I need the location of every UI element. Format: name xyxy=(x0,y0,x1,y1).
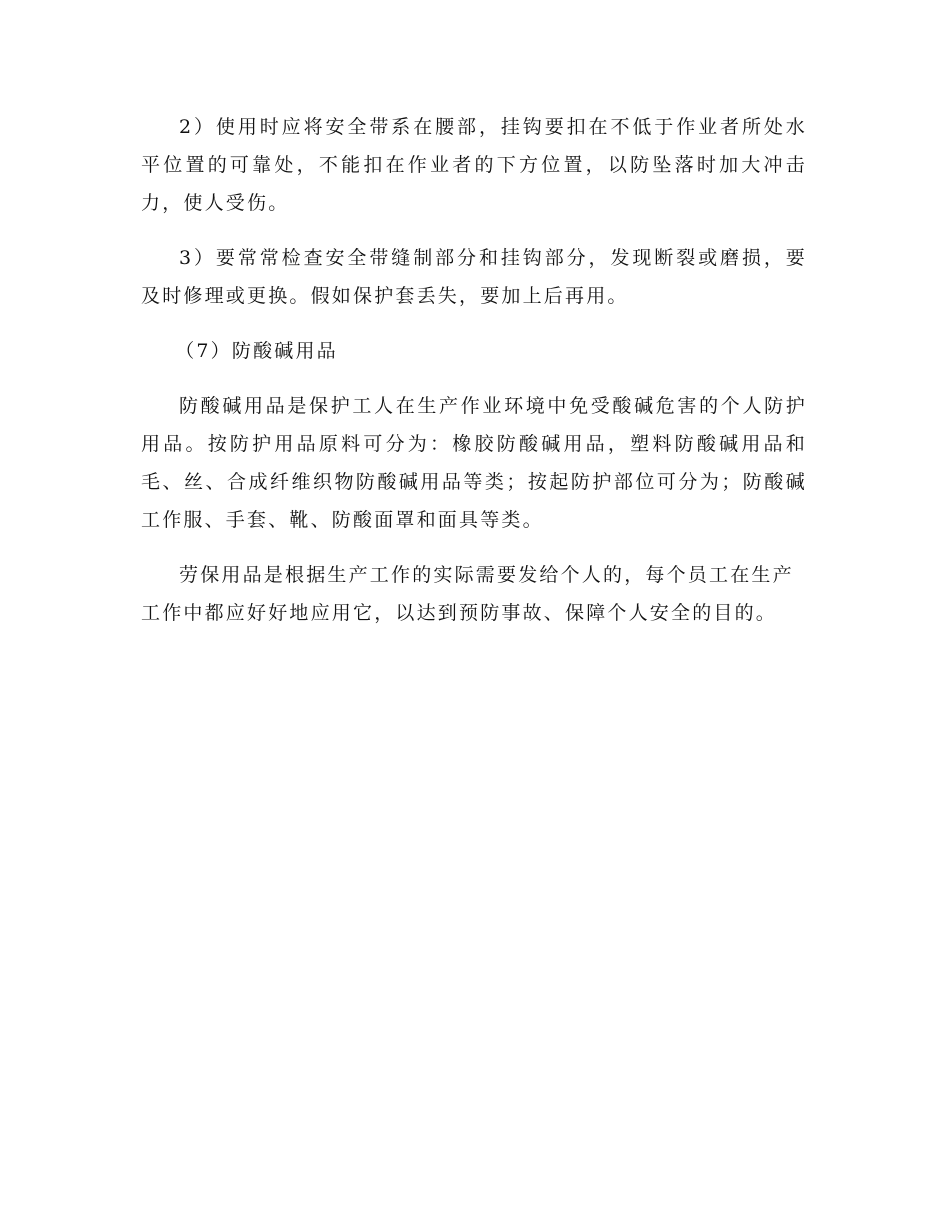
document-body xyxy=(141,108,807,632)
paragraph-safety-belt-inspection: 3）要常常检查安全带缝制部分和挂钩部分，发现断裂或磨损，要及时修理或更换。假如保护套丢失，要加上后再用。 xyxy=(141,247,807,307)
paragraph-conclusion: 劳保用品是根据生产工作的实际需要发给个人的，每个员工在生产工作中都应好好地应用它，以达到预防事故、保障个人安全的目的。 xyxy=(141,564,794,624)
paragraph-acid-alkali-products: 防酸碱用品是保护工人在生产作业环境中免受酸碱危害的个人防护用品。按防护用品原料可分为：橡胶防酸碱用品，塑料防酸碱用品和毛、丝、合成纤维织物防酸碱用品等类；按起防护部位可分为；防酸碱工作服、手套、靴、防酸面罩和面具等类。 xyxy=(141,395,807,531)
section-heading-acid-alkali: （7）防酸碱用品 xyxy=(175,340,338,362)
paragraph-safety-belt-usage: 2）使用时应将安全带系在腰部，挂钩要扣在不低于作业者所处水平位置的可靠处，不能扣在作业者的下方位置，以防坠落时加大冲击力，使人受伤。 xyxy=(141,116,807,214)
